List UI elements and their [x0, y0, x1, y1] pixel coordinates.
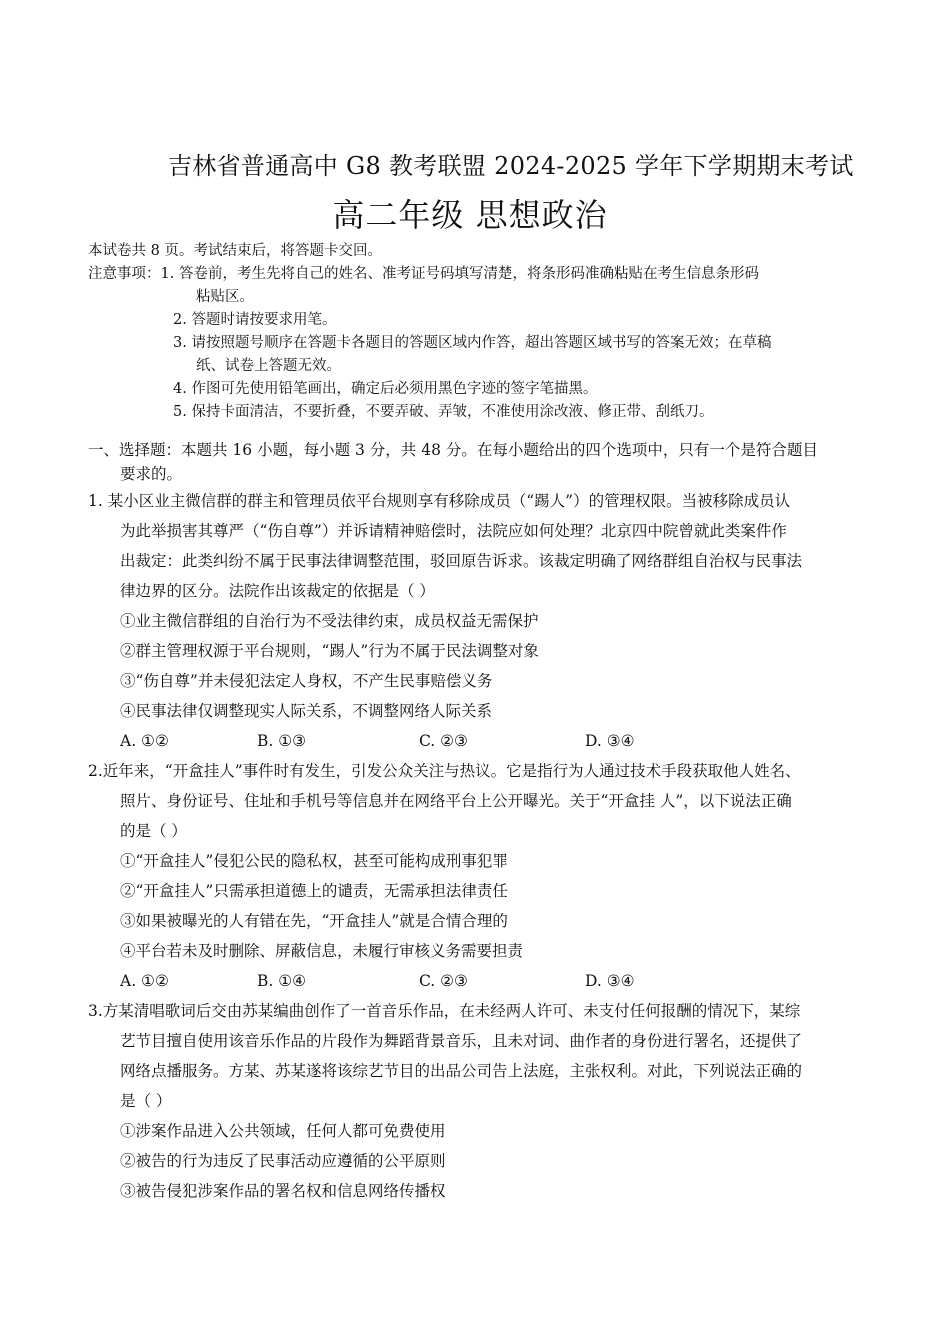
notes-item: 4. 作图可先使用铅笔画出，确定后必须用黑色字迹的签字笔描黑。 [173, 381, 598, 397]
option-b: B. ①④ [257, 972, 307, 990]
question-statement: ③“伤自尊”并未侵犯法定人身权，不产生民事赔偿义务 [120, 672, 493, 690]
notes-item: 注意事项：1. 答卷前，考生先将自己的姓名、准考证号码填写清楚，将条形码准确粘贴在考生信息条形码 [88, 266, 759, 282]
question-statement: ②被告的行为违反了民事活动应遵循的公平原则 [120, 1152, 446, 1170]
option-a: A. ①② [120, 972, 169, 990]
question-statement: ③如果被曝光的人有错在先，“开盒挂人”就是合情合理的 [120, 912, 508, 930]
option-a: A. ①② [120, 732, 169, 750]
question-statement: ①涉案作品进入公共领域，任何人都可免费使用 [120, 1122, 446, 1140]
notes-item: 3. 请按照题号顺序在答题卡各题目的答题区域内作答，超出答题区域书写的答案无效；在草稿 [173, 335, 772, 351]
notes-item: 2. 答题时请按要求用笔。 [173, 312, 337, 328]
question-statement: ①“开盒挂人”侵犯公民的隐私权，甚至可能构成刑事犯罪 [120, 852, 508, 870]
question-2 [88, 756, 878, 996]
question-1 [88, 486, 878, 756]
answer-options [88, 966, 878, 996]
exam-body [88, 438, 878, 1206]
question-stem: 网络点播服务。方某、苏某遂将该综艺节目的出品公司告上法庭，主张权利。对此，下列说法正确的 [120, 1062, 803, 1080]
question-statement: ②“开盒挂人”只需承担道德上的谴责，无需承担法律责任 [120, 882, 508, 900]
notes-item: 粘贴区。 [196, 289, 254, 305]
exam-notes [88, 240, 888, 424]
option-c: C. ②③ [419, 732, 468, 750]
question-stem: 照片、身份证号、住址和手机号等信息并在网络平台上公开曝光。关于“开盒挂 人”，以下说法正确 [120, 792, 792, 810]
question-stem: 艺节目擅自使用该音乐作品的片段作为舞蹈背景音乐，且未对词、曲作者的身份进行署名，还提供了 [120, 1032, 803, 1050]
question-statement: ①业主微信群组的自治行为不受法律约束，成员权益无需保护 [120, 612, 539, 630]
question-statement: ④平台若未及时删除、屏蔽信息，未履行审核义务需要担责 [120, 942, 524, 960]
question-stem: 出裁定：此类纠纷不属于民事法律调整范围，驳回原告诉求。该裁定明确了网络群组自治权与民事法 [120, 552, 803, 570]
question-stem: 是（ ） [120, 1092, 172, 1110]
option-b: B. ①③ [257, 732, 307, 750]
section-heading: 一、选择题：本题共 16 小题，每小题 3 分，共 48 分。在每小题给出的四个选项中，只有一个是符合题目 [88, 441, 818, 459]
answer-options [88, 726, 878, 756]
exam-subtitle: 高二年级 思想政治 [332, 196, 608, 234]
question-stem: 3.方某清唱歌词后交由苏某编曲创作了一首音乐作品，在未经两人许可、未支付任何报酬的情况下，某综 [88, 1002, 801, 1020]
option-d: D. ③④ [585, 732, 635, 750]
question-stem: 为此举损害其尊严（“伤自尊”）并诉请精神赔偿时，法院应如何处理？北京四中院曾就此类案件作 [120, 522, 787, 540]
question-stem: 律边界的区分。法院作出该裁定的依据是（ ） [120, 582, 435, 600]
question-3 [88, 996, 878, 1206]
section-heading-cont: 要求的。 [120, 465, 183, 483]
question-statement: ③被告侵犯涉案作品的署名权和信息网络传播权 [120, 1182, 446, 1200]
question-stem: 1. 某小区业主微信群的群主和管理员依平台规则享有移除成员（“踢人”）的管理权限。当被移除成员认 [88, 492, 791, 510]
option-c: C. ②③ [419, 972, 468, 990]
question-statement: ②群主管理权源于平台规则，“踢人”行为不属于民法调整对象 [120, 642, 539, 660]
notes-item: 5. 保持卡面清洁，不要折叠，不要弄破、弄皱，不准使用涂改液、修正带、刮纸刀。 [173, 404, 714, 420]
notes-pages: 本试卷共 8 页。考试结束后，将答题卡交回。 [88, 243, 382, 259]
notes-item: 纸、试卷上答题无效。 [196, 358, 341, 374]
question-statement: ④民事法律仅调整现实人际关系，不调整网络人际关系 [120, 702, 493, 720]
exam-title: 吉林省普通高中 G8 教考联盟 2024-2025 学年下学期期末考试 [168, 152, 854, 180]
question-stem: 2.近年来，“开盒挂人”事件时有发生，引发公众关注与热议。它是指行为人通过技术手段获取他人姓名、 [88, 762, 801, 780]
option-d: D. ③④ [585, 972, 635, 990]
question-stem: 的是（ ） [120, 822, 187, 840]
